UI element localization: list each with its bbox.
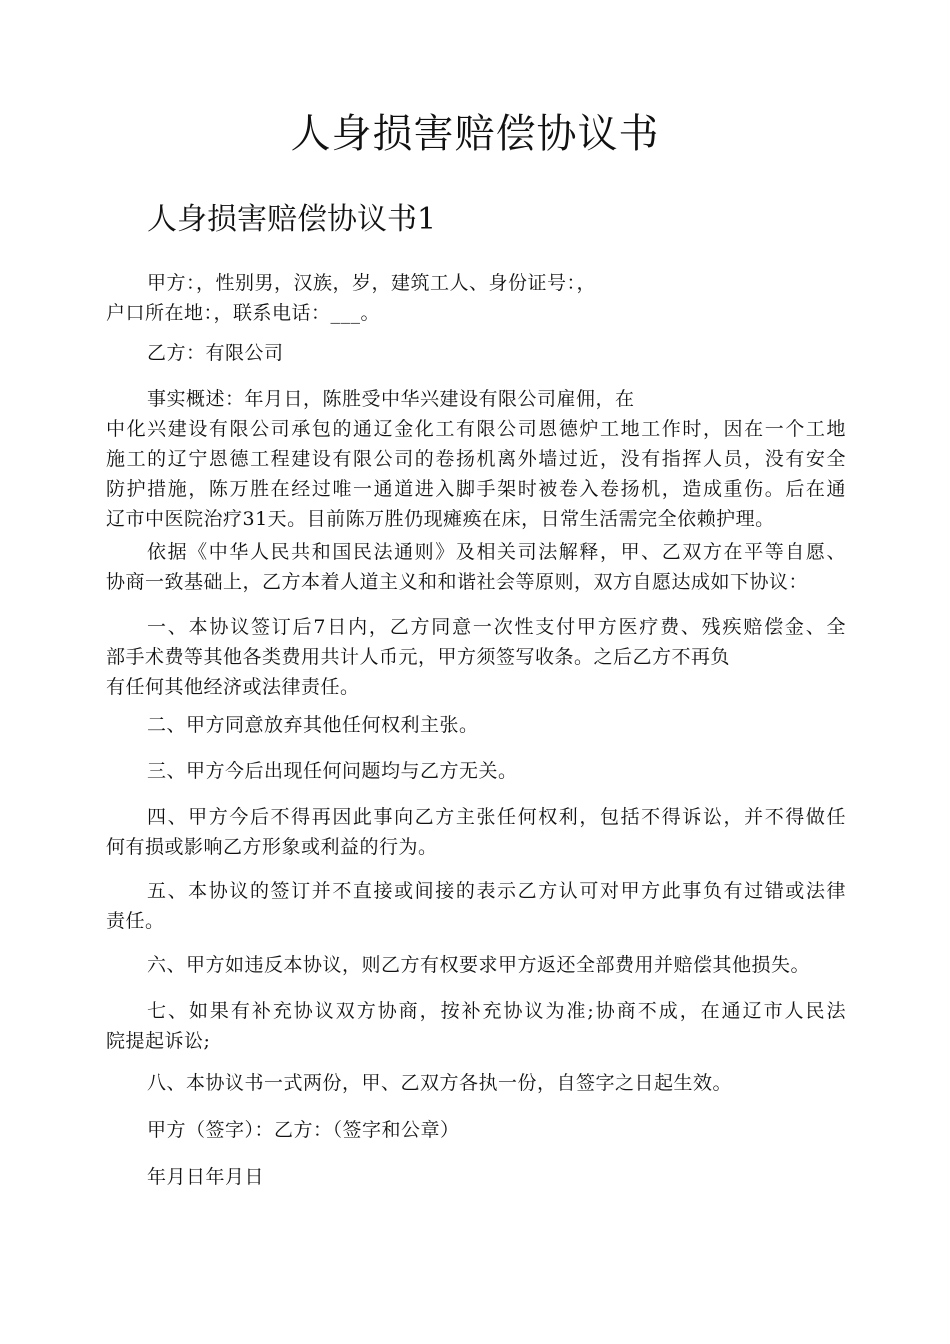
- paragraph-line: 何有损或影响乙方形象或利益的行为。: [106, 836, 438, 858]
- paragraph-line: 乙方：有限公司: [147, 342, 284, 364]
- paragraph-party-a: [106, 268, 846, 328]
- paragraph-clause-2: [106, 710, 846, 740]
- paragraph-line: 施工的辽宁恩德工程建设有限公司的卷扬机离外墙过近，没有指挥人员，没有安全: [106, 448, 846, 470]
- paragraph-line: 八、本协议书一式两份，甲、乙双方各执一份，自签字之日起生效。: [147, 1072, 733, 1094]
- paragraph-clause-6: [106, 950, 846, 980]
- paragraph-clause-3: [106, 756, 846, 786]
- paragraph-line: 中化兴建设有限公司承包的通辽金化工有限公司恩德炉工地工作时，因在一个工地: [106, 418, 846, 440]
- paragraph-line: 依据《中华人民共和国民法通则》及相关司法解释，甲、乙双方在平等自愿、: [147, 541, 846, 563]
- paragraph-signatures: [106, 1115, 846, 1145]
- paragraph-line: 甲方（签字）：乙方：（签字和公章）: [147, 1119, 460, 1141]
- paragraph-line: 一、本协议签订后7日内，乙方同意一次性支付甲方医疗费、残疾赔偿金、全: [147, 616, 846, 638]
- paragraph-clause-8: [106, 1068, 846, 1098]
- paragraph-legal-basis: [106, 537, 846, 597]
- paragraph-line: 防护措施，陈万胜在经过唯一通道进入脚手架时被卷入卷扬机，造成重伤。后在通: [106, 478, 846, 500]
- paragraph-party-b: [106, 338, 846, 368]
- paragraph-dates: [106, 1162, 846, 1192]
- document-title: 人身损害赔偿协议书: [290, 111, 660, 157]
- paragraph-clause-5: [106, 876, 846, 936]
- paragraph-line: 七、如果有补充协议双方协商，按补充协议为准;协商不成，在通辽市人民法: [147, 1000, 846, 1022]
- paragraph-line: 户口所在地：，联系电话：___。: [106, 302, 381, 324]
- paragraph-line: 责任。: [106, 910, 165, 932]
- paragraph-facts: [106, 384, 846, 534]
- paragraph-line: 有任何其他经济或法律责任。: [106, 676, 360, 698]
- paragraph-line: 四、甲方今后不得再因此事向乙方主张任何权利，包括不得诉讼，并不得做任: [147, 806, 846, 828]
- paragraph-line: 甲方：，性别男，汉族，岁，建筑工人、身份证号：，: [147, 272, 597, 294]
- paragraph-line: 三、甲方今后出现任何问题均与乙方无关。: [147, 760, 518, 782]
- paragraph-clause-4: [106, 802, 846, 862]
- paragraph-line: 辽市中医院治疗31天。目前陈万胜仍现瘫痪在床，日常生活需完全依赖护理。: [106, 508, 775, 530]
- paragraph-line: 六、甲方如违反本协议，则乙方有权要求甲方返还全部费用并赔偿其他损失。: [147, 954, 811, 976]
- paragraph-line: 二、甲方同意放弃其他任何权利主张。: [147, 714, 479, 736]
- paragraph-line: 协商一致基础上，乙方本着人道主义和和谐社会等原则，双方自愿达成如下协议：: [106, 571, 809, 593]
- paragraph-clause-1: [106, 612, 846, 702]
- paragraph-line: 院提起诉讼;: [106, 1030, 211, 1052]
- paragraph-line: 事实概述：年月日，陈胜受中华兴建设有限公司雇佣，在: [147, 388, 635, 410]
- document-subtitle: 人身损害赔偿协议书1: [147, 202, 437, 237]
- paragraph-line: 部手术费等其他各类费用共计人币元，甲方须签写收条。之后乙方不再负: [106, 646, 731, 668]
- paragraph-line: 年月日年月日: [147, 1166, 265, 1188]
- paragraph-line: 五、本协议的签订并不直接或间接的表示乙方认可对甲方此事负有过错或法律: [147, 880, 846, 902]
- paragraph-clause-7: [106, 996, 846, 1056]
